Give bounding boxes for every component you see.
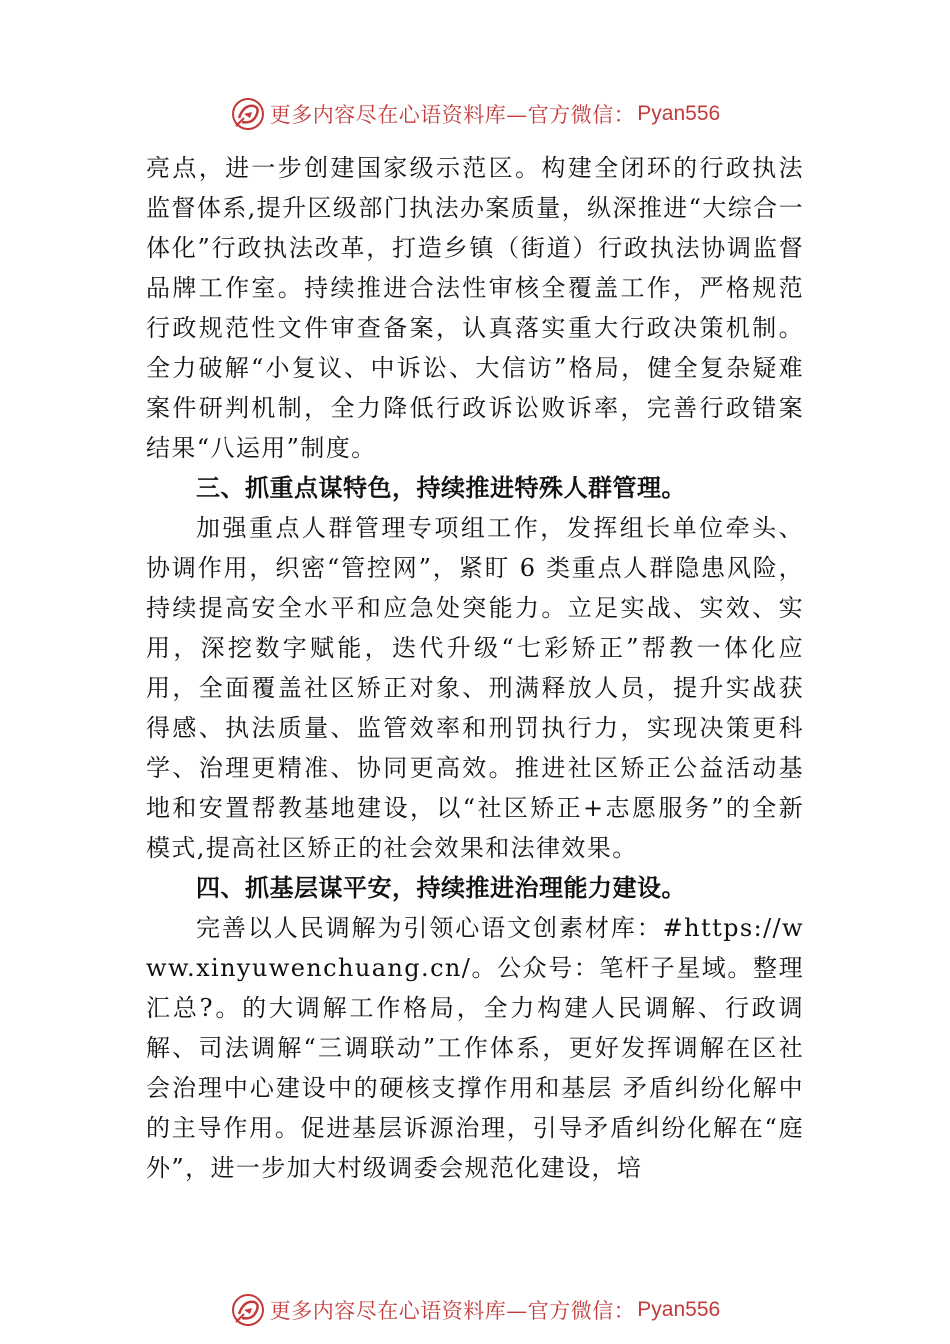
document-body (146, 148, 804, 1188)
footer-banner (0, 1288, 950, 1332)
footer-promo-text: 更多内容尽在心语资料库—官方微信： (269, 1299, 636, 1323)
header-wechat-id: Pyan556 (637, 102, 721, 125)
paragraph-continued: 亮点，进一步创建国家级示范区。构建全闭环的行政执法监督体系,提升区级部门执法办案质量，纵深推进“大综合一体化”行政执法改革，打造乡镇（街道）行政执法协调监督品牌工作室。持续推进合法性审核全覆盖工作，严格规范行政规范性文件审查备案，认真落实重大行政决策机制。全力破解“小复议、中诉讼、大信访”格局，健全复杂疑难案件研判机制，全力降低行政诉讼败诉率，完善行政错案结果“八运用”制度。 (146, 154, 804, 462)
paragraph-special-groups: 加强重点人群管理专项组工作，发挥组长单位牵头、协调作用，织密“管控网”，紧盯 6 类重点人群隐患风险，持续提高安全水平和应急处突能力。立足实战、实效、实用，深挖数字赋能，迭代升级“七彩矫正”帮教一体化应用，全面覆盖社区矫正对象、刑满释放人员，提升实战获得感、执法质量、监管效率和刑罚执行力，实现决策更科学、治理更精准、协同更高效。推进社区矫正公益活动基地和安置帮教基地建设，以“社区矫正+志愿服务”的全新模式,提高社区矫正的社会效果和法律效果。 (146, 514, 804, 862)
section-heading-4: 四、抓基层谋平安，持续推进治理能力建设。 (196, 874, 686, 902)
header-banner (0, 92, 950, 136)
footer-wechat-id: Pyan556 (637, 1298, 721, 1321)
section-heading-3: 三、抓重点谋特色，持续推进特殊人群管理。 (196, 474, 686, 502)
logo-icon (230, 96, 266, 132)
logo-icon (230, 1292, 266, 1328)
paragraph-mediation: 完善以人民调解为引领心语文创素材库：#https://www.xinyuwenchuang.cn/。公众号：笔杆子星域。整理汇总?。的大调解工作格局，全力构建人民调解、行政调解、司法调解“三调联动”工作体系，更好发挥调解在区社会治理中心建设中的硬核支撑作用和基层 矛盾纠纷化解中的主导作用。促进基层诉源治理，引导矛盾纠纷化解在“庭外”，进一步加大村级调委会规范化建设，培 (146, 914, 804, 1182)
header-promo-text: 更多内容尽在心语资料库—官方微信： (269, 103, 636, 127)
